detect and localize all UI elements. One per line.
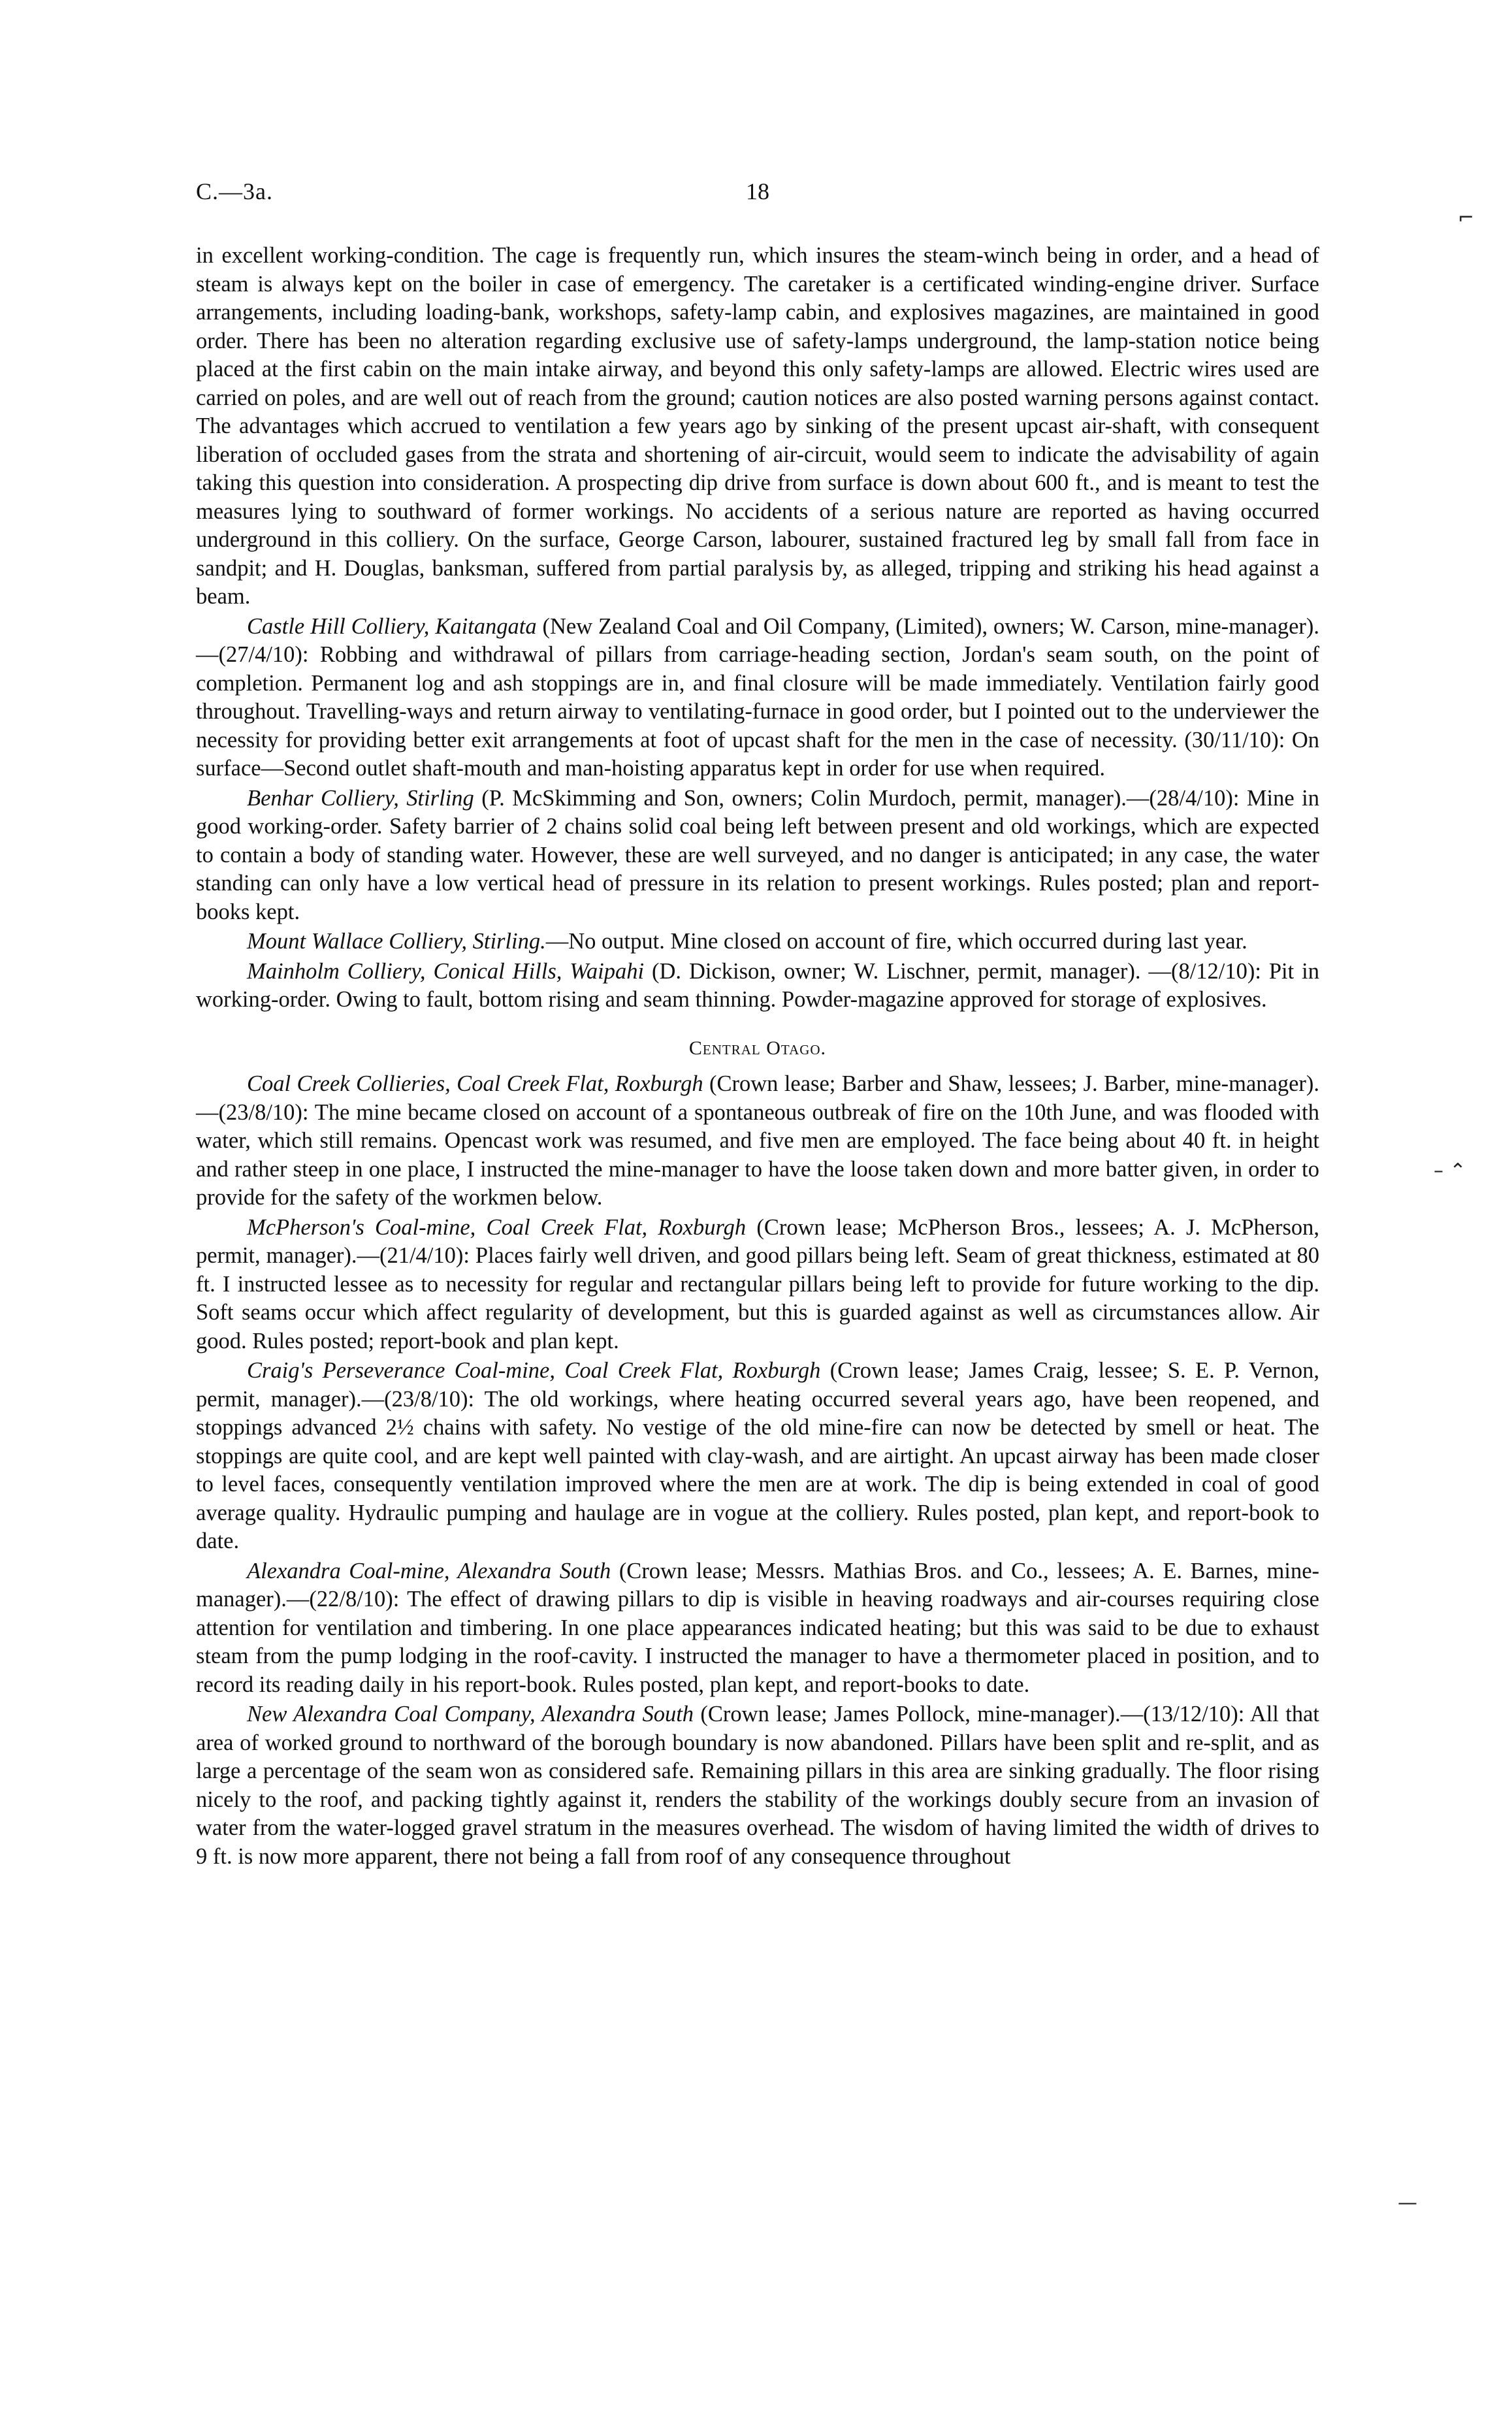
entry-title: Coal Creek Collieries, Coal Creek Flat, Roxburgh bbox=[247, 1071, 703, 1096]
entry-castle-hill bbox=[196, 613, 1319, 783]
entry-craigs-perseverance bbox=[196, 1357, 1319, 1556]
entry-text: (New Zealand Coal and Oil Company, (Limited), owners; W. Carson, mine-manager).—(27/4/10): Robbing and withdrawal of pillars from carriage-heading section, Jordan's seam south, on the point of completion. Permanent log and ash stoppings are in, and final closure will be made immediately. Ventilation fairly good throughout. Travelling-ways and return airway to ventilating-furnace in good order, but I pointed out to the underviewer the necessity for providing better exit arrangements at foot of upcast shaft for the men in the case of necessity. (30/11/10): On surface—Second outlet shaft-mouth and man-hoisting apparatus kept in order for use when required. bbox=[196, 613, 1320, 781]
entry-alexandra bbox=[196, 1557, 1319, 1700]
page-number: 18 bbox=[746, 178, 769, 204]
entry-new-alexandra bbox=[196, 1700, 1319, 1871]
section-heading-central-otago: Central Otago. bbox=[688, 1037, 827, 1059]
entry-text: (P. McSkimming and Son, owners; Colin Murdoch, permit, manager).—(28/4/10): Mine in good working-order. Safety barrier of 2 chains solid coal being left between present and old workings, which are expected to contain a body of standing water. However, these are well surveyed, and no danger is anticipated; in any case, the water standing can only have a low vertical head of pressure in its relation to present workings. Rules posted; plan and report-books kept. bbox=[196, 785, 1319, 924]
entry-title: Craig's Perseverance Coal-mine, Coal Creek Flat, Roxburgh bbox=[247, 1358, 821, 1383]
entry-text: (Crown lease; Messrs. Mathias Bros. and Co., lessees; A. E. Barnes, mine-manager).—(22/8/10): The effect of drawing pillars to dip is visible in heaving roadways and air-courses requiring close attention for ventilation and timbering. In one place appearances indicated heating; but this was said to be due to exhaust steam from the pump lodging in the roof-cavity. I instructed the manager to have a thermometer placed in position, and to record its reading daily in his report-book. Rules posted, plan kept, and report-books to date. bbox=[196, 1558, 1319, 1697]
entry-title: Alexandra Coal-mine, Alexandra South bbox=[247, 1558, 611, 1583]
entry-text: —No output. Mine closed on account of fire, which occurred during last year. bbox=[545, 929, 1247, 954]
entry-title: McPherson's Coal-mine, Coal Creek Flat, Roxburgh bbox=[247, 1214, 747, 1240]
entry-text: (Crown lease; McPherson Bros., lessees; A. J. McPherson, permit, manager).—(21/4/10): Places fairly well driven, and good pillars being left. Seam of great thickness, estimated at 80 ft. I instructed lessee as to necessity for regular and rectangular pillars being left to provide for future working to the dip. Soft seams occur which affect regularity of development, but this is guarded against as well as circumstances allow. Air good. Rules posted; report-book and plan kept. bbox=[196, 1214, 1319, 1353]
entry-title: Mainholm Colliery, Conical Hills, Waipahi bbox=[247, 958, 645, 984]
entry-title: Benhar Colliery, Stirling bbox=[247, 785, 474, 811]
entry-title: Castle Hill Colliery, Kaitangata bbox=[247, 613, 537, 639]
entry-text: (D. Dickison, owner; W. Lischner, permit, manager). —(8/12/10): Pit in working-order. Owing to fault, bottom rising and seam thinning. Powder-magazine approved for storage of explosives. bbox=[196, 958, 1319, 1012]
entry-text: (Crown lease; James Pollock, mine-manager).—(13/12/10): All that area of worked ground to northward of the borough boundary is now abandoned. Pillars have been split and re-split, and as large a percentage of the seam won as considered safe. Remaining pillars in this area are sinking gradually. The floor rising nicely to the roof, and packing tightly against it, renders the stability of the workings doubly secure from an invasion of water from the water-logged gravel stratum in the measures overhead. The wisdom of having limited the width of drives to 9 ft. is now more apparent, there not being a fall from roof of any consequence throughout bbox=[196, 1702, 1319, 1869]
intro-paragraph: in excellent working-condition. The cage is frequently run, which insures the steam-winch being in order, and a head of steam is always kept on the boiler in case of emergency. The caretaker is a certificated winding-engine driver. Surface arrangements, including loading-bank, workshops, safety-lamp cabin, and explosives magazines, are maintained in good order. There has been no alteration regarding exclusive use of safety-lamps underground, the lamp-station notice being placed at the first cabin on the main intake airway, and beyond this only safety-lamps are allowed. Electric wires used are carried on poles, and are well out of reach from the ground; caution notices are also posted warning persons against contact. The advantages which accrued to ventilation a few years ago by sinking of the present upcast air-shaft, with consequent liberation of occluded gases from the strata and shortening of air-circuit, would seem to indicate the advisability of again taking this question into consideration. A prospecting dip drive from surface is down about 600 ft., and is meant to test the measures lying to southward of former workings. No accidents of a serious nature are reported as having occurred underground in this colliery. On the surface, George Carson, labourer, sustained fractured leg by small fall from face in sandpit; and H. Douglas, banksman, suffered from partial paralysis by, as alleged, tripping and striking his head against a beam. bbox=[196, 243, 1319, 609]
entry-benhar bbox=[196, 785, 1319, 927]
entry-mcpherson bbox=[196, 1214, 1319, 1356]
margin-mark-middle: – ⌃ bbox=[1434, 1159, 1466, 1182]
entry-title: New Alexandra Coal Company, Alexandra South bbox=[247, 1702, 694, 1726]
margin-mark-bottom: — bbox=[1398, 2192, 1417, 2214]
page-body bbox=[196, 242, 1319, 1872]
entry-mainholm bbox=[196, 958, 1319, 1014]
margin-mark-top: ⌐ bbox=[1458, 206, 1475, 229]
document-reference: C.—3a. bbox=[196, 178, 273, 204]
entry-text: (Crown lease; James Craig, lessee; S. E. P. Vernon, permit, manager).—(23/8/10): The old workings, where heating occurred several years ago, have been reopened, and stoppings advanced 2½ chains with safety. No vestige of the old mine-fire can now be detected by smell or heat. The stoppings are quite cool, and are kept well painted with clay-wash, and are airtight. An upcast airway has been made closer to level faces, consequently ventilation improved where the men are at work. The dip is being extended in coal of good average quality. Hydraulic pumping and haulage are in vogue at the colliery. Rules posted, plan kept, and report-book to date. bbox=[196, 1358, 1319, 1553]
entry-coal-creek bbox=[196, 1070, 1319, 1212]
entry-mount-wallace bbox=[196, 928, 1319, 956]
entry-text: (Crown lease; Barber and Shaw, lessees; J. Barber, mine-manager).—(23/8/10): The mine became closed on account of a spontaneous outbreak of fire on the 10th June, and was flooded with water, which still remains. Opencast work was resumed, and five men are employed. The face being about 40 ft. in height and rather steep in one place, I instructed the mine-manager to have the loose taken down and more batter given, in order to provide for the safety of the workmen below. bbox=[196, 1071, 1319, 1210]
page-header bbox=[196, 178, 1319, 217]
entry-title: Mount Wallace Colliery, Stirling. bbox=[247, 929, 546, 954]
